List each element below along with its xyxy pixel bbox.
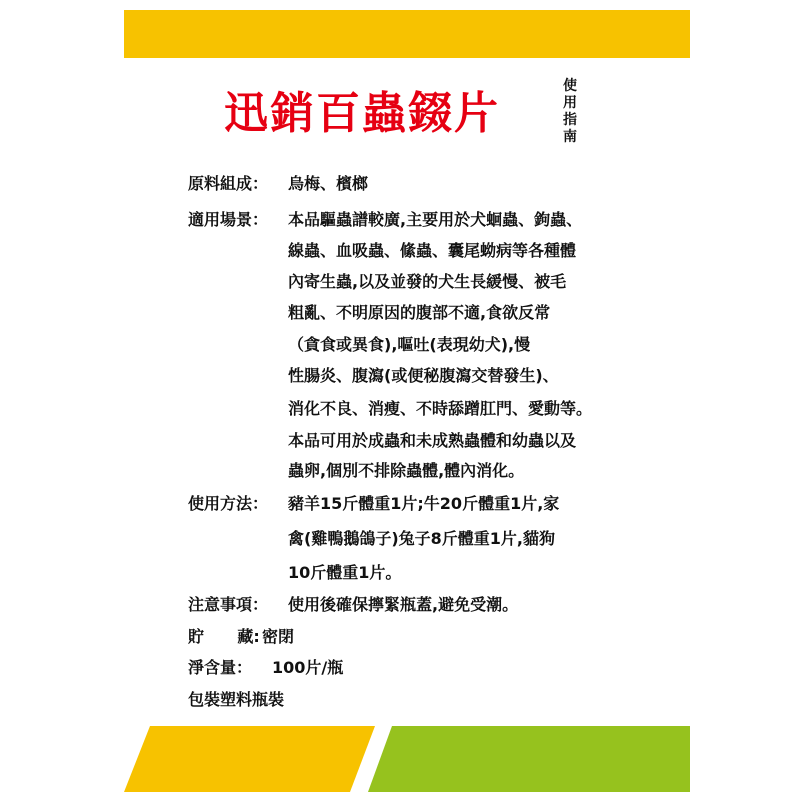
dosage-line: 豬羊15斤體重1片;牛20斤體重1片,家 [288, 494, 560, 513]
net-content-line: 100片/瓶 [272, 658, 344, 677]
net-content-label: 淨含量： [188, 658, 253, 677]
dosage-line: 禽(雞鴨鵝鴿子)兔子8斤體重1片,貓狗 [288, 529, 555, 548]
subtitle-char: 用 [563, 95, 577, 111]
ingredients-label: 原料組成： [188, 174, 269, 193]
notes-label: 注意事項： [188, 595, 269, 614]
ingredients-line: 烏梅、檳榔 [288, 174, 369, 193]
subtitle-char: 南 [563, 129, 577, 145]
bottom-stripes [0, 726, 800, 792]
usage-guide-subtitle [560, 78, 580, 146]
usage-scope-line: 本品可用於成蟲和未成熟蟲體和幼蟲以及 [288, 431, 577, 450]
subtitle-char: 使 [563, 78, 577, 94]
usage-scope-line: 粗亂、不明原因的腹部不適,食欲反常 [288, 303, 551, 322]
usage-scope-line: 蟲卵,個別不排除蟲體,體內消化。 [288, 461, 525, 480]
packaging-label: 包裝塑料瓶裝 [188, 690, 285, 709]
usage-scope-label: 適用場景： [188, 210, 269, 229]
usage-scope-line: 本品驅蟲譜較廣,主要用於犬蛔蟲、鉤蟲、 [288, 210, 583, 229]
dosage-line: 10斤體重1片。 [288, 563, 402, 582]
usage-scope-line: 性腸炎、腹瀉(或便秘腹瀉交替發生)、 [288, 366, 559, 385]
bottom-yellow-stripe [124, 726, 375, 792]
storage-label: 貯 藏: [188, 627, 260, 646]
usage-scope-line: 線蟲、血吸蟲、絛蟲、囊尾蚴病等各種體 [288, 241, 577, 260]
notes-line: 使用後確保擰緊瓶蓋,避免受潮。 [288, 595, 519, 614]
usage-scope-line: 消化不良、消瘦、不時舔蹭肛門、愛動等。 [288, 399, 593, 418]
bottom-green-stripe [368, 726, 690, 792]
dosage-label: 使用方法： [188, 494, 269, 513]
usage-scope-line: （貪食或異食),嘔吐(表現幼犬),慢 [288, 335, 531, 354]
product-title: 迅銷百蟲錣片 [224, 88, 500, 139]
top-yellow-bar [124, 10, 690, 58]
subtitle-char: 指 [563, 112, 577, 128]
storage-line: 密閉 [262, 627, 295, 646]
usage-scope-line: 內寄生蟲,以及並發的犬生長緩慢、被毛 [288, 272, 567, 291]
